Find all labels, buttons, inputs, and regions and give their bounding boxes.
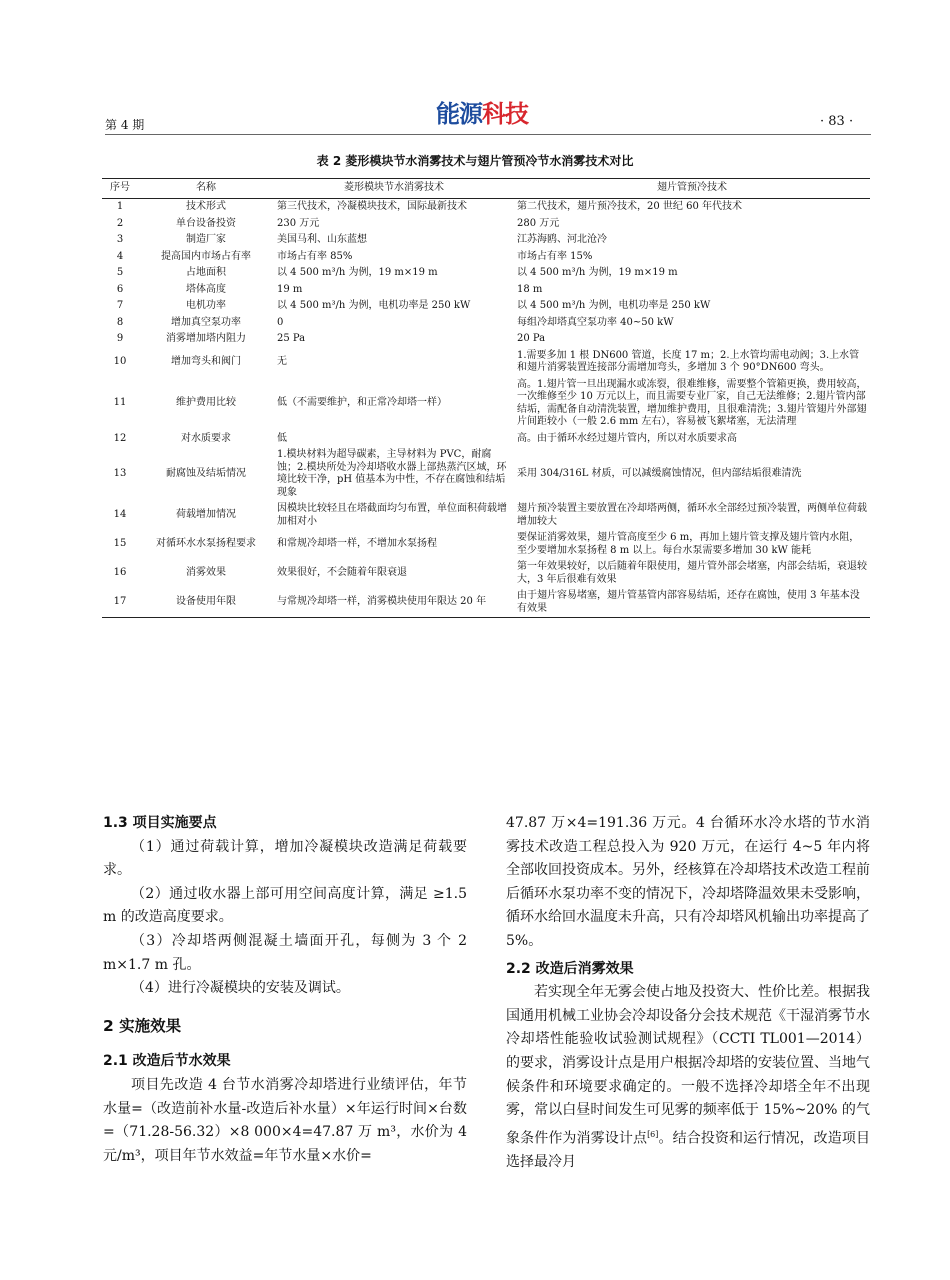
table-row [102, 216, 870, 233]
left-column [103, 812, 467, 1168]
comparison-table [102, 178, 870, 618]
table-body [102, 199, 870, 618]
table-row [102, 331, 870, 348]
item-name-cell: 消雾效果 [186, 567, 226, 579]
table-row [102, 377, 870, 431]
item-name-cell: 耐腐蚀及结垢情况 [166, 467, 246, 479]
table-row [102, 249, 870, 266]
diamond-module-cell: 以 4 500 m³/h 为例，19 m×19 m [277, 267, 438, 278]
paragraph: （2）通过收水器上部可用空间高度计算，满足 ≥1.5 m 的改造高度要求。 [103, 885, 467, 926]
table-row [102, 501, 870, 530]
header-cell: 名称 [138, 179, 274, 199]
diamond-module-cell: 19 m [277, 283, 303, 295]
header-divider [105, 134, 871, 135]
row-number-cell: 16 [113, 567, 127, 579]
finned-tube-cell: 第二代技术，翅片预冷技术，20 世纪 60 年代技术 [517, 201, 742, 212]
row-number-cell: 7 [116, 300, 124, 311]
citation-ref: [6] [647, 1129, 659, 1139]
diamond-module-cell: 美国马利、山东蓝想 [277, 234, 367, 245]
diamond-module-cell: 市场占有率 85% [277, 250, 353, 262]
diamond-module-cell: 效果很好，不会随着年限衰退 [277, 567, 407, 579]
diamond-module-cell: 低 [277, 432, 287, 444]
row-number-cell: 12 [113, 432, 127, 444]
finned-tube-cell: 江苏海鸥、河北沧冷 [517, 234, 607, 245]
table-row [102, 265, 870, 282]
finned-tube-cell: 第一年效果较好，以后随着年限使用，翅片管外部会堵塞，内部会结垢，衰退较大，3 年后很难有效果 [517, 561, 867, 585]
finned-tube-cell: 1.需要多加 1 根 DN600 管道，长度 17 m；2.上水管均需电动阀；3.上水管和翅片消雾装置连接部分需增加弯头，多增加 3 个 90°DN600 弯头。 [517, 349, 860, 373]
table-row [102, 559, 870, 588]
paragraph-text: 若实现全年无雾会使占地及投资大、性价比差。根据我国通用机械工业协会冷却设备分会技术规范《干湿消雾节水冷却塔性能验收试验测试规程》（CCTI TL001—2014）的要求，消雾设计点是用户根据冷却塔的安装位置、当地气候条件和环境要求确定的。一般不选择冷却塔全年不出现雾，常以白昼时间发生可见雾的频率低于 15%~20% 的气象条件作为消雾设计点 [506, 984, 870, 1147]
table-row [102, 530, 870, 559]
table-row [102, 298, 870, 315]
row-number-cell: 2 [116, 217, 124, 229]
header-cell: 序号 [102, 179, 138, 199]
finned-tube-cell: 市场占有率 15% [517, 250, 593, 262]
paragraph: 项目先改造 4 台节水消雾冷却塔进行业绩评估，年节水量=（改造前补水量-改造后补水量）×年运行时间×台数=（71.28-56.32）×8 000×4=47.87 万 m³，水价为 4 元/m³，项目年节水效益=年节水量×水价= [103, 1076, 467, 1164]
header-cell: 菱形模块节水消雾技术 [274, 179, 514, 199]
paragraph [506, 981, 870, 1174]
section-2-2-heading: 2.2 改造后消雾效果 [506, 960, 634, 977]
logo-text-part-b: 科技 [482, 100, 528, 128]
item-name-cell: 单台设备投资 [176, 217, 236, 229]
finned-tube-cell: 由于翅片容易堵塞，翅片管基管内部容易结垢，还存在腐蚀，使用 3 年基本没有效果 [514, 588, 870, 618]
item-name-cell: 增加真空泵功率 [171, 316, 241, 328]
diamond-module-cell: 和常规冷却塔一样，不增加水泵扬程 [277, 538, 437, 550]
row-number-cell: 17 [102, 588, 138, 618]
row-number-cell: 10 [113, 355, 127, 367]
diamond-module-cell: 低（不需要维护，和正常冷却塔一样） [277, 397, 447, 409]
table-caption: 表 2 菱形模块节水消雾技术与翅片管预冷节水消雾技术对比 [316, 154, 634, 168]
right-column [506, 812, 870, 1175]
diamond-module-cell: 第三代技术，冷凝模块技术，国际最新技术 [277, 201, 467, 212]
diamond-module-cell: 以 4 500 m³/h 为例，电机功率是 250 kW [277, 300, 471, 311]
paragraph-text: 。结合投资和运行情况，改造项目选择最冷月 [506, 1130, 870, 1170]
finned-tube-cell: 每组冷却塔真空泵功率 40~50 kW [517, 316, 674, 328]
paragraph: 47.87 万×4=191.36 万元。4 台循环水冷水塔的节水消雾技术改造工程总投入为 920 万元，在运行 4~5 年内将全部收回投资成本。另外，经核算在冷却塔技术改造工程前后循环水泵功率不变的情况下，冷却塔降温效果未受影响，循环水给回水温度未升高，只有冷却塔风机输出功率提高了 5%。 [506, 815, 870, 949]
table-row [102, 232, 870, 249]
table-row [102, 315, 870, 332]
journal-issue: 第 4 期 [105, 118, 145, 132]
table-row [102, 348, 870, 377]
diamond-module-cell: 无 [277, 355, 287, 367]
header-cell: 翅片管预冷技术 [514, 179, 870, 199]
table-row [102, 199, 870, 216]
row-number-cell: 15 [113, 538, 127, 550]
item-name-cell: 增加弯头和阀门 [171, 355, 241, 367]
finned-tube-cell: 高。由于循环水经过翅片管内，所以对水质要求高 [517, 432, 737, 444]
journal-logo [436, 94, 528, 129]
item-name-cell: 对循环水水泵扬程要求 [156, 538, 256, 550]
row-number-cell: 3 [116, 234, 124, 245]
finned-tube-cell: 翅片预冷装置主要放置在冷却塔两侧，循环水全部经过预冷装置，两侧单位荷载增加较大 [517, 503, 867, 527]
item-name-cell: 维护费用比较 [176, 397, 236, 409]
table-header-row [102, 179, 870, 199]
item-name-cell: 占地面积 [186, 267, 226, 278]
diamond-module-cell: 因模块比较轻且在塔截面均匀布置，单位面积荷载增加相对小 [277, 503, 507, 527]
section-2-1-heading: 2.1 改造后节水效果 [103, 1053, 231, 1070]
row-number-cell: 13 [113, 467, 127, 479]
table-row [102, 282, 870, 299]
table-row [102, 447, 870, 501]
diamond-module-cell: 1.模块材料为超导碳素，主导材料为 PVC，耐腐蚀；2.模块所处为冷却塔收水器上部热蒸汽区域，环境比较干净，pH 值基本为中性，不存在腐蚀和结垢现象 [277, 449, 507, 498]
row-number-cell: 5 [116, 267, 124, 278]
finned-tube-cell: 20 Pa [517, 333, 546, 344]
diamond-module-cell: 230 万元 [277, 217, 320, 229]
finned-tube-cell: 高。1.翅片管一旦出现漏水或冻裂，很难维修，需要整个管箱更换，费用较高，一次维修至少 10 万元以上，而且需要专业厂家，自己无法维修；2.翅片管内部结垢，需配备自动清洗装置，增加维护费用，且很难清洗；3.翅片管翅片外部翅片间距较小（一般 2.6 mm 左右），容易被飞絮堵塞，无法清理 [517, 378, 867, 427]
item-name-cell: 对水质要求 [181, 432, 231, 444]
item-name-cell: 消雾增加塔内阻力 [166, 333, 246, 344]
finned-tube-cell: 要保证消雾效果，翅片管高度至少 6 m，再加上翅片管支撑及翅片管内水阻，至少要增加水泵扬程 8 m 以上。每台水泵需要多增加 30 kW 能耗 [517, 532, 860, 556]
table-row [102, 588, 870, 618]
finned-tube-cell: 以 4 500 m³/h 为例，电机功率是 250 kW [517, 300, 711, 311]
item-name-cell: 塔体高度 [186, 283, 226, 295]
item-name-cell: 荷载增加情况 [176, 509, 236, 521]
paragraph: （3）冷却塔两侧混凝土墙面开孔，每侧为 3 个 2 m×1.7 m 孔。 [103, 932, 467, 973]
item-name-cell: 技术形式 [186, 201, 226, 212]
row-number-cell: 4 [116, 250, 124, 262]
finned-tube-cell: 以 4 500 m³/h 为例，19 m×19 m [517, 267, 678, 278]
table-row [102, 431, 870, 448]
section-1-3-heading: 1.3 项目实施要点 [103, 815, 217, 831]
row-number-cell: 8 [116, 316, 124, 328]
diamond-module-cell: 0 [277, 316, 284, 328]
diamond-module-cell: 25 Pa [277, 333, 306, 344]
row-number-cell: 14 [113, 509, 127, 521]
finned-tube-cell: 18 m [517, 283, 543, 295]
section-2-heading: 2 实施效果 [103, 1016, 182, 1035]
row-number-cell: 9 [116, 333, 124, 344]
item-name-cell: 设备使用年限 [138, 588, 274, 618]
paragraph: （4）进行冷凝模块的安装及调试。 [131, 980, 350, 997]
item-name-cell: 电机功率 [186, 300, 226, 311]
finned-tube-cell: 采用 304/316L 材质，可以减缓腐蚀情况，但内部结垢很难清洗 [517, 467, 802, 479]
row-number-cell: 11 [113, 397, 127, 409]
item-name-cell: 制造厂家 [186, 234, 226, 245]
row-number-cell: 6 [116, 283, 124, 295]
logo-text-part-a: 能源 [436, 100, 482, 128]
paragraph: （1）通过荷载计算，增加冷凝模块改造满足荷载要求。 [103, 838, 467, 879]
item-name-cell: 提高国内市场占有率 [161, 250, 251, 262]
row-number-cell: 1 [116, 201, 124, 212]
finned-tube-cell: 280 万元 [517, 217, 560, 229]
diamond-module-cell: 与常规冷却塔一样，消雾模块使用年限达 20 年 [274, 588, 514, 618]
page-number: · 83 · [820, 114, 854, 129]
